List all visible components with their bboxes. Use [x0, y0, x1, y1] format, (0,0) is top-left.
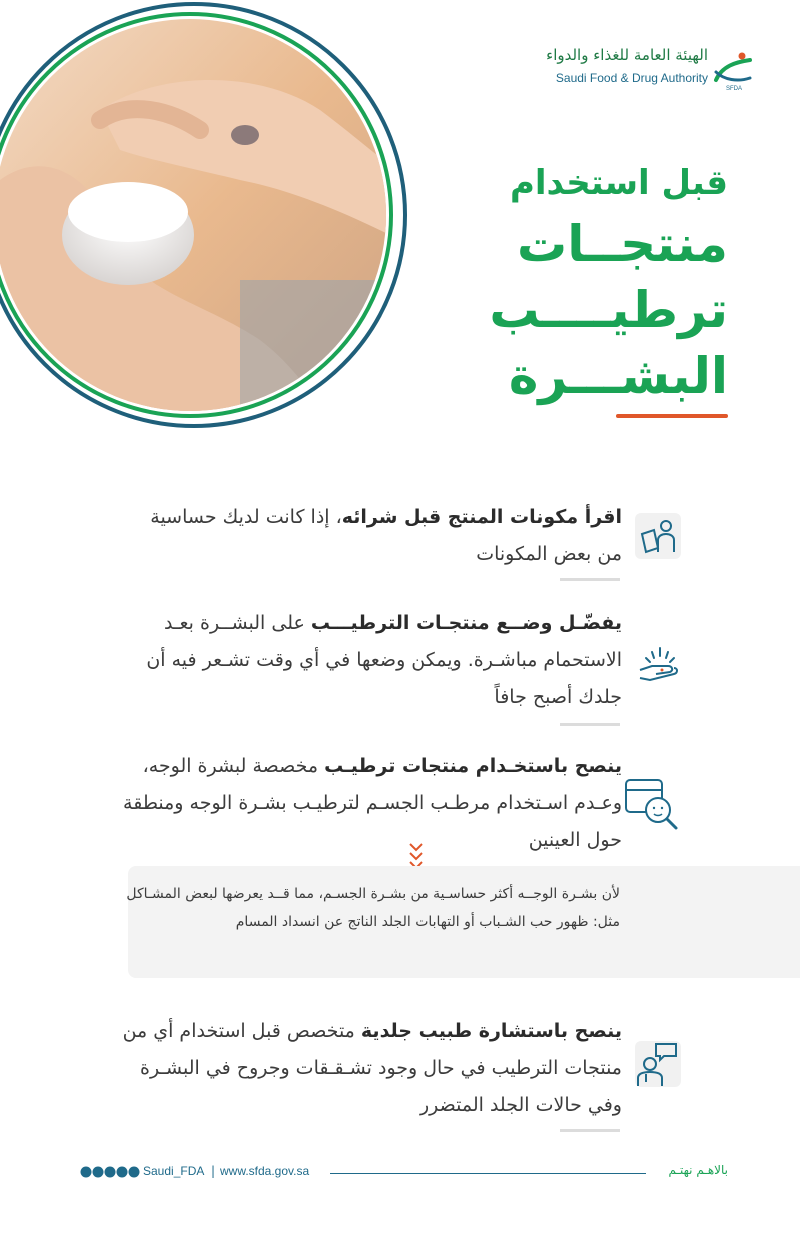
title-underline — [616, 414, 728, 418]
social-icons — [80, 1165, 140, 1179]
note-text: لأن بشـرة الوجــه أكثر حساسـية من بشـرة الجسـم، مما قــد يعرضها لبعض المشـاكل مثل: ظهور حب الشـباب أو التهابات الجلد الناتج عن انسداد المسام — [126, 886, 620, 930]
tip-3-bold: ينصح باستخـدام منتجات ترطيـب — [324, 755, 622, 777]
footer-handle[interactable]: Saudi_FDA — [143, 1164, 205, 1178]
logo-arabic-text: الهيئة العامة للغذاء والدواء — [546, 46, 708, 64]
tip-2-text: على البشــرة بعـد الاستحمام مباشـرة. ويمكن وضعها في أي وقت تشـعر فيه أن جلدك أصبح جافاً — [146, 612, 622, 708]
title-line-2: منتجــات — [516, 215, 728, 273]
hand-applying-cream-icon — [634, 640, 682, 688]
youtube-icon[interactable] — [93, 1167, 104, 1178]
footer-url[interactable]: www.sfda.gov.sa — [220, 1164, 310, 1178]
footer-slogan: بالاهـم نهتـم — [668, 1163, 728, 1177]
logo-english-text: Saudi Food & Drug Authority — [555, 71, 708, 85]
tip-4-bold: ينصح باستشارة طبيب جلدية — [360, 1020, 622, 1042]
footer — [0, 1152, 800, 1192]
tip-divider — [560, 723, 620, 726]
tip-divider — [560, 1129, 620, 1132]
tip-1-text: ، إذا كانت لديك حساسية من بعض المكونات — [150, 506, 622, 565]
logo-mark-text: SFDA — [726, 86, 743, 92]
tip-1-bold: اقرأ مكونات المنتج قبل شرائه — [341, 506, 622, 528]
cream-jar-photo — [0, 0, 420, 440]
face-cream-magnifier-icon — [624, 778, 682, 834]
tip-consult-dermatologist — [122, 1013, 622, 1124]
facebook-icon[interactable] — [81, 1167, 92, 1178]
hero-photo — [0, 0, 420, 440]
tip-divider — [560, 578, 620, 581]
instagram-icon[interactable] — [105, 1167, 116, 1178]
reading-person-icon — [634, 512, 682, 560]
title-line-1: قبل استخدام — [509, 163, 728, 203]
doctor-consult-icon — [634, 1040, 682, 1088]
footer-divider — [330, 1173, 646, 1174]
tip-2-bold: يفضّـل وضــع منتجـات الترطيـــب — [310, 612, 622, 634]
title-line-3: ترطيــــب — [489, 281, 728, 339]
sfda-logo — [524, 46, 754, 96]
tip-read-ingredients — [122, 499, 622, 573]
main-title — [428, 155, 728, 409]
footer-separator: | — [211, 1164, 216, 1178]
twitter-icon[interactable] — [129, 1167, 140, 1178]
tip-3-text: مخصصة لبشرة الوجه، وعـدم اسـتخدام مرطـب الجسـم لترطيـب بشـرة الوجه ومنطقة حول العينين — [123, 755, 622, 851]
tip-apply-after-shower — [122, 605, 622, 716]
tip-face-moisturizer — [122, 748, 622, 859]
snapchat-icon[interactable] — [117, 1167, 128, 1178]
title-line-4: البشـــرة — [508, 347, 728, 405]
tip-4-text: متخصص قبل استخدام أي من منتجات الترطيب في حال وجود تشـقـقات وجروح في البشـرة وفي حالات الجلد المتضرر — [122, 1020, 622, 1116]
sfda-emblem-icon — [712, 50, 754, 92]
